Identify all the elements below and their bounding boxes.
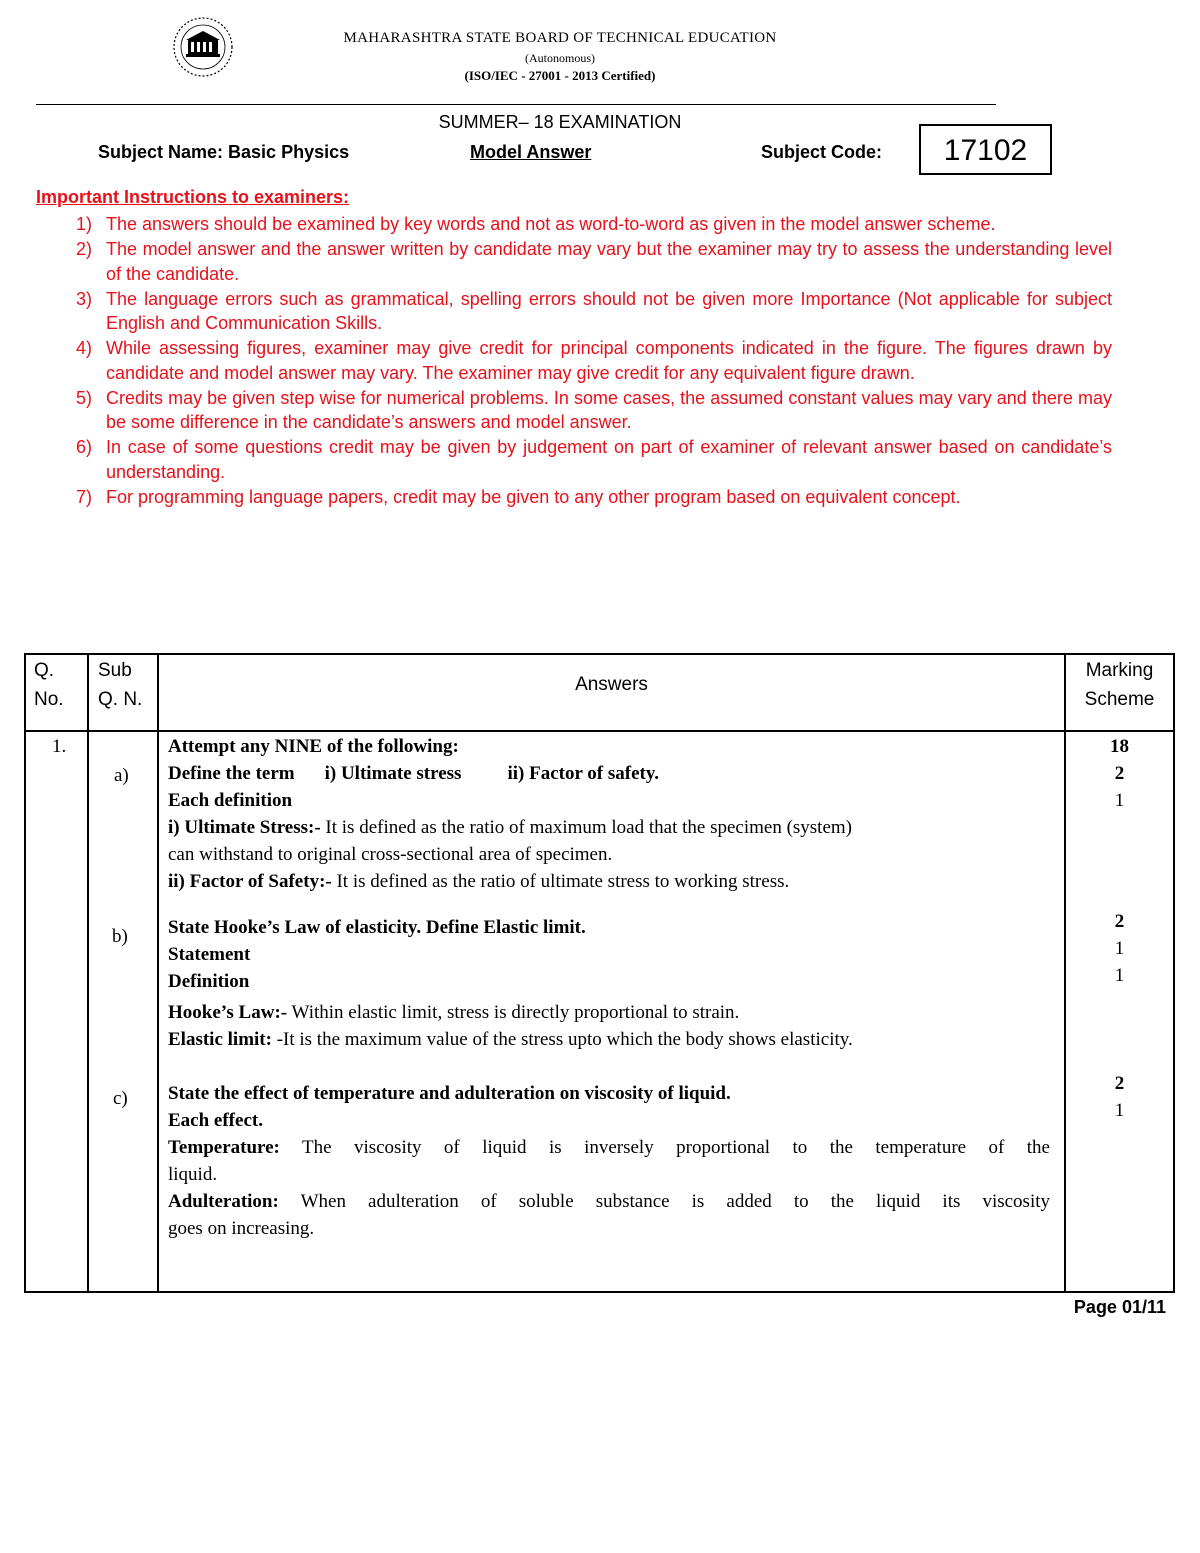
instruction-number: 3) xyxy=(75,288,92,309)
question-a-part1: Define the term xyxy=(168,763,295,784)
sub-question-b: b) xyxy=(112,926,128,947)
iso-certification: (ISO/IEC - 27001 - 2013 Certified) xyxy=(464,68,656,83)
b-hooke-text: Within elastic limit, stress is directly proportional to strain. xyxy=(291,1002,740,1023)
c-each-effect: Each effect. xyxy=(168,1110,263,1131)
a-definition-2 xyxy=(168,868,1050,895)
instruction-number: 6) xyxy=(75,437,92,457)
instruction-item xyxy=(36,386,1112,435)
c-adulteration-cont: goes on increasing. xyxy=(168,1218,315,1239)
model-answer-label: Model Answer xyxy=(470,142,592,162)
header-divider xyxy=(36,104,996,105)
a-def2-text: It is defined as the ratio of ultimate stress to working stress. xyxy=(336,871,790,892)
a-def1-label: i) Ultimate Stress:- xyxy=(168,817,321,838)
question-b-text: State Hooke’s Law of elasticity. Define Elastic limit. xyxy=(168,917,586,938)
header-qno-line2: No. xyxy=(34,689,64,710)
instruction-item xyxy=(36,336,1112,385)
marks-q1: 18 xyxy=(1110,736,1129,757)
instruction-number: 4) xyxy=(75,338,92,358)
marks-c: 2 xyxy=(1114,1073,1125,1094)
c-temperature xyxy=(168,1134,1050,1161)
marks-c-each: 1 xyxy=(1114,1100,1125,1121)
table-header-divider xyxy=(24,730,1175,732)
header-subqno xyxy=(98,656,142,714)
table-border-bottom xyxy=(24,1291,1175,1293)
a-definition-1 xyxy=(168,814,1050,841)
table-border-right xyxy=(1173,653,1175,1293)
header-qno xyxy=(34,656,64,714)
instructions-list xyxy=(36,212,1112,510)
b-hooke-law xyxy=(168,999,1050,1026)
header-subqno-line2: Q. N. xyxy=(98,689,143,710)
c-temp-label: Temperature: xyxy=(168,1137,280,1158)
instruction-text: While assessing figures, examiner may give credit for principal components indicated in the figure. The figures drawn by candidate and model answer may vary. The examiner may give credit for any equivalent figure drawn. xyxy=(106,338,1112,383)
q1-heading: Attempt any NINE of the following: xyxy=(168,736,459,757)
instruction-number: 2) xyxy=(75,239,92,259)
subject-name: Subject Name: Basic Physics xyxy=(98,142,350,162)
c-temp-text: The viscosity of liquid is inversely proportional to the temperature of the xyxy=(301,1137,1050,1158)
instruction-item xyxy=(36,237,1112,286)
header-answers: Answers xyxy=(575,674,648,695)
header-marking-line2: Scheme xyxy=(1084,689,1155,710)
marks-a: 2 xyxy=(1114,763,1125,784)
page-number: Page 01/11 xyxy=(1073,1297,1166,1317)
answers-content xyxy=(168,733,1050,1242)
a-def1-text: It is defined as the ratio of maximum load that the specimen (system) xyxy=(325,817,853,838)
instruction-text: The language errors such as grammatical, spelling errors should not be given more Importance (Not applicable for subject English and Communication Skills. xyxy=(106,288,1112,333)
instruction-text: In case of some questions credit may be given by judgement on part of examiner of relevant answer based on candidate’s understanding. xyxy=(106,437,1112,482)
c-temperature-cont: liquid. xyxy=(168,1164,218,1185)
b-elastic-text: -It is the maximum value of the stress upto which the body shows elasticity. xyxy=(276,1029,853,1050)
instruction-item xyxy=(36,485,1112,510)
a-def2-label: ii) Factor of Safety:- xyxy=(168,871,332,892)
sub-question-a: a) xyxy=(114,765,129,786)
answer-table xyxy=(24,653,1175,1293)
instruction-text: The model answer and the answer written by candidate may vary but the examiner may try to assess the understanding level of the candidate. xyxy=(106,239,1112,284)
subject-code-box: 17102 xyxy=(919,124,1052,175)
column-divider xyxy=(157,653,159,1293)
b-elastic-label: Elastic limit: xyxy=(168,1029,272,1050)
instruction-item xyxy=(36,212,1112,237)
instruction-number: 5) xyxy=(75,387,92,408)
header-marking-line1: Marking xyxy=(1085,660,1154,681)
subject-code-label: Subject Code: xyxy=(761,142,883,162)
b-definition-label: Definition xyxy=(168,971,250,992)
instruction-item xyxy=(36,287,1112,336)
header-subqno-line1: Sub xyxy=(98,660,132,681)
exam-title: SUMMER– 18 EXAMINATION xyxy=(438,112,682,132)
a-definition-1-cont: can withstand to original cross-sectional area of specimen. xyxy=(168,844,613,865)
board-name: MAHARASHTRA STATE BOARD OF TECHNICAL EDUCATION xyxy=(343,30,777,46)
autonomous-label: (Autonomous) xyxy=(525,51,595,65)
c-adulteration xyxy=(168,1188,1050,1215)
question-a-part3: ii) Factor of safety. xyxy=(507,763,660,784)
sub-question-c: c) xyxy=(113,1088,128,1109)
marks-a-each: 1 xyxy=(1114,790,1125,811)
instructions-title: Important Instructions to examiners: xyxy=(36,187,350,207)
question-c-text: State the effect of temperature and adulteration on viscosity of liquid. xyxy=(168,1083,731,1104)
instruction-item xyxy=(36,435,1112,484)
marks-b: 2 xyxy=(1114,911,1125,932)
instruction-text: Credits may be given step wise for numerical problems. In some cases, the assumed constant values may vary and there may be some difference in the candidate’s answers and model answer. xyxy=(106,387,1112,432)
column-divider xyxy=(87,653,89,1293)
c-adult-text: When adulteration of soluble substance is added to the liquid its viscosity xyxy=(300,1191,1050,1212)
instruction-number: 7) xyxy=(75,486,92,507)
marks-b-definition: 1 xyxy=(1114,965,1125,986)
b-statement-label: Statement xyxy=(168,944,251,965)
instruction-text: For programming language papers, credit may be given to any other program based on equivalent concept. xyxy=(106,486,961,507)
header-qno-line1: Q. xyxy=(34,660,55,681)
question-a-part2: i) Ultimate stress xyxy=(324,763,462,784)
instruction-number: 1) xyxy=(75,214,92,234)
question-a-text xyxy=(168,760,1050,787)
c-adult-label: Adulteration: xyxy=(168,1191,279,1212)
instruction-text: The answers should be examined by key words and not as word-to-word as given in the model answer scheme. xyxy=(106,214,996,234)
question-number: 1. xyxy=(52,736,67,757)
b-hooke-label: Hooke’s Law:- xyxy=(168,1002,288,1023)
msbte-logo xyxy=(168,16,238,78)
marks-b-statement: 1 xyxy=(1114,938,1125,959)
a-each-definition: Each definition xyxy=(168,790,293,811)
header-marking-scheme xyxy=(1066,656,1173,714)
table-border-top xyxy=(24,653,1175,655)
b-elastic-limit xyxy=(168,1026,1050,1053)
table-border-left xyxy=(24,653,26,1293)
